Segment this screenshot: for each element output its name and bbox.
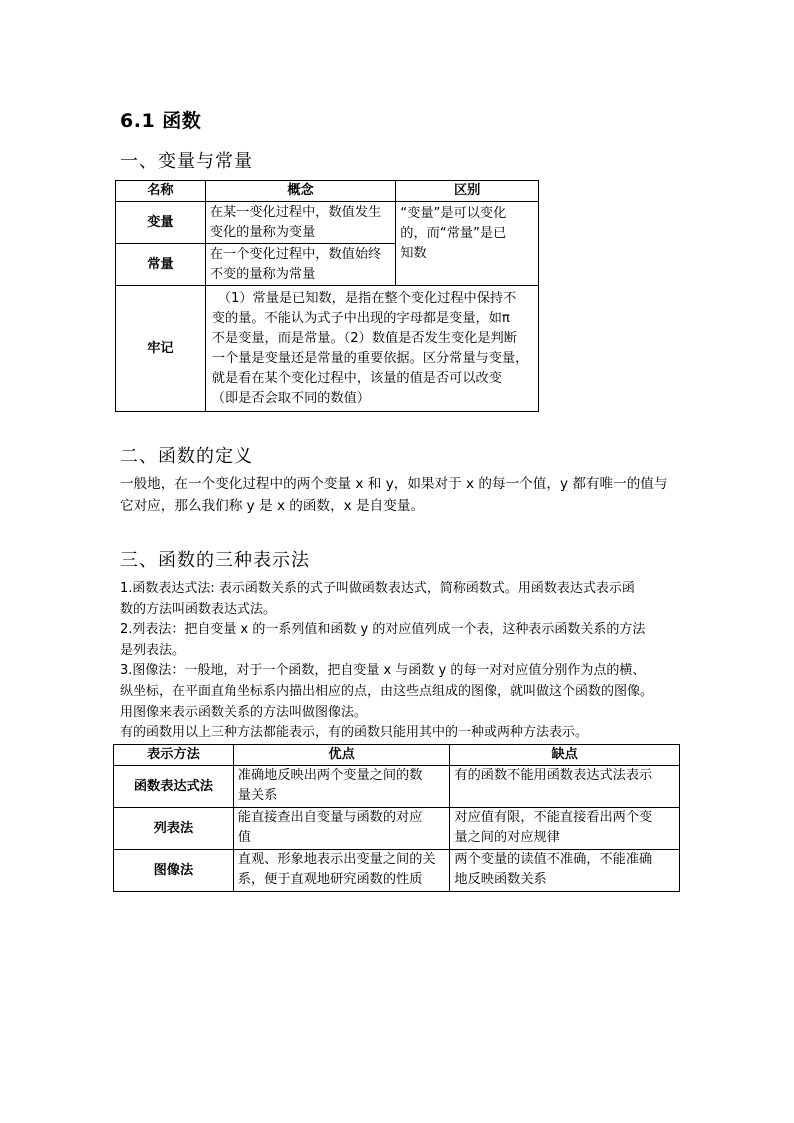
- section-heading-three-representations: 三、函数的三种表示法: [120, 550, 310, 571]
- table1-row-constant-name: 常量: [116, 244, 206, 286]
- table1-row-variable-concept: [205, 202, 396, 244]
- table2-header-method: 表示方法: [114, 745, 234, 766]
- section-heading-function-definition: 二、函数的定义: [120, 446, 253, 467]
- concept-line: 在某一变化过程中，数值发生: [209, 204, 382, 220]
- pros-line: 量关系: [237, 788, 278, 803]
- representations-paragraph: [120, 579, 686, 744]
- section-heading-variables-constants: 一、变量与常量: [120, 151, 253, 172]
- cons-line: 地反映函数关系: [454, 872, 547, 887]
- remember-line: 就是看在某个变化过程中，该量的值是否可以改变: [211, 370, 502, 386]
- cons-line: 有的函数不能用函数表达式法表示: [454, 768, 653, 783]
- pros-line: 准确地反映出两个变量之间的数: [237, 768, 423, 783]
- paragraph-line: 是列表法。: [120, 642, 186, 658]
- table2-row-expression-method: 函数表达式法: [114, 766, 234, 808]
- paragraph-line: 纵坐标，在平面直角坐标系内描出相应的点，由这些点组成的图像，就叫做这个函数的图像。: [120, 683, 654, 699]
- paragraph-line: 用图像来表示函数关系的方法叫做图像法。: [120, 704, 368, 720]
- paragraph-line: 一般地，在一个变化过程中的两个变量 x 和 y，如果对于 x 的每一个值，y 都有唯一的值与: [120, 476, 668, 492]
- table2-row-table-method: 列表法: [114, 808, 234, 850]
- cons-line: 对应值有限，不能直接看出两个变: [454, 810, 653, 825]
- pros-line: 能直接查出自变量与函数的对应: [237, 810, 423, 825]
- table2-row-table-cons: [450, 808, 680, 850]
- table1-row-remember-name: 牢记: [116, 286, 206, 412]
- table1-row-remember-content: [205, 286, 538, 412]
- table2-header-cons: 缺点: [450, 745, 680, 766]
- table1-row-constant-concept: [205, 244, 396, 286]
- table2-row-table-pros: [233, 808, 450, 850]
- variables-constants-table: [115, 180, 539, 412]
- remember-line: （即是否会取不同的数值）: [211, 390, 371, 406]
- cons-line: 量之间的对应规律: [454, 830, 560, 845]
- table1-difference-cell: [396, 202, 539, 286]
- remember-line: （1）常量是已知数，是指在整个变化过程中保持不: [217, 290, 517, 306]
- table1-header-difference: 区别: [396, 181, 539, 202]
- difference-line: “变量”是可以变化: [400, 206, 507, 221]
- difference-line: 的，而“常量”是已: [400, 226, 507, 241]
- page-title: 6.1 函数: [120, 110, 202, 132]
- table2-row-expression-pros: [233, 766, 450, 808]
- paragraph-line: 1.函数表达式法: 表示函数关系的式子叫做函数表达式，简称函数式。用函数表达式表示函: [120, 581, 635, 596]
- pros-line: 直观、形象地表示出变量之间的关: [237, 852, 436, 867]
- difference-line: 知数: [400, 246, 427, 261]
- table1-header-name: 名称: [116, 181, 206, 202]
- table2-header-pros: 优点: [233, 745, 450, 766]
- paragraph-line: 有的函数用以上三种方法都能表示，有的函数只能用其中的一种或两种方法表示。: [120, 725, 589, 741]
- function-definition-paragraph: [120, 473, 680, 517]
- cons-line: 两个变量的读值不准确，不能准确: [454, 852, 653, 867]
- paragraph-line: 2.列表法：把自变量 x 的一系列值和函数 y 的对应值列成一个表，这种表示函数关系的方法: [120, 622, 646, 638]
- remember-line: 一个量是变量还是常量的重要依据。区分常量与变量，: [211, 350, 529, 366]
- paragraph-line: 3.图像法：一般地，对于一个函数，把自变量 x 与函数 y 的每一对对应值分别作为点的横、: [120, 663, 646, 679]
- concept-line: 变化的量称为变量: [209, 224, 316, 240]
- table1-header-concept: 概念: [205, 181, 396, 202]
- remember-line: 变的量。不能认为式子中出现的字母都是变量，如π: [211, 310, 510, 326]
- pros-line: 系，便于直观地研究函数的性质: [237, 872, 423, 887]
- table2-row-expression-cons: [450, 766, 680, 808]
- pros-line: 值: [237, 830, 251, 845]
- concept-line: 在一个变化过程中，数值始终: [209, 246, 382, 262]
- paragraph-line: 数的方法叫函数表达式法。: [120, 601, 277, 617]
- remember-line: 不是变量，而是常量。（2）数值是否发生变化是判断: [211, 330, 517, 346]
- table2-row-graph-cons: [450, 850, 680, 892]
- concept-line: 不变的量称为常量: [209, 266, 316, 282]
- representation-methods-table: [113, 744, 680, 892]
- table1-row-variable-name: 变量: [116, 202, 206, 244]
- table2-row-graph-pros: [233, 850, 450, 892]
- table2-row-graph-method: 图像法: [114, 850, 234, 892]
- paragraph-line: 它对应，那么我们称 y 是 x 的函数，x 是自变量。: [120, 498, 425, 514]
